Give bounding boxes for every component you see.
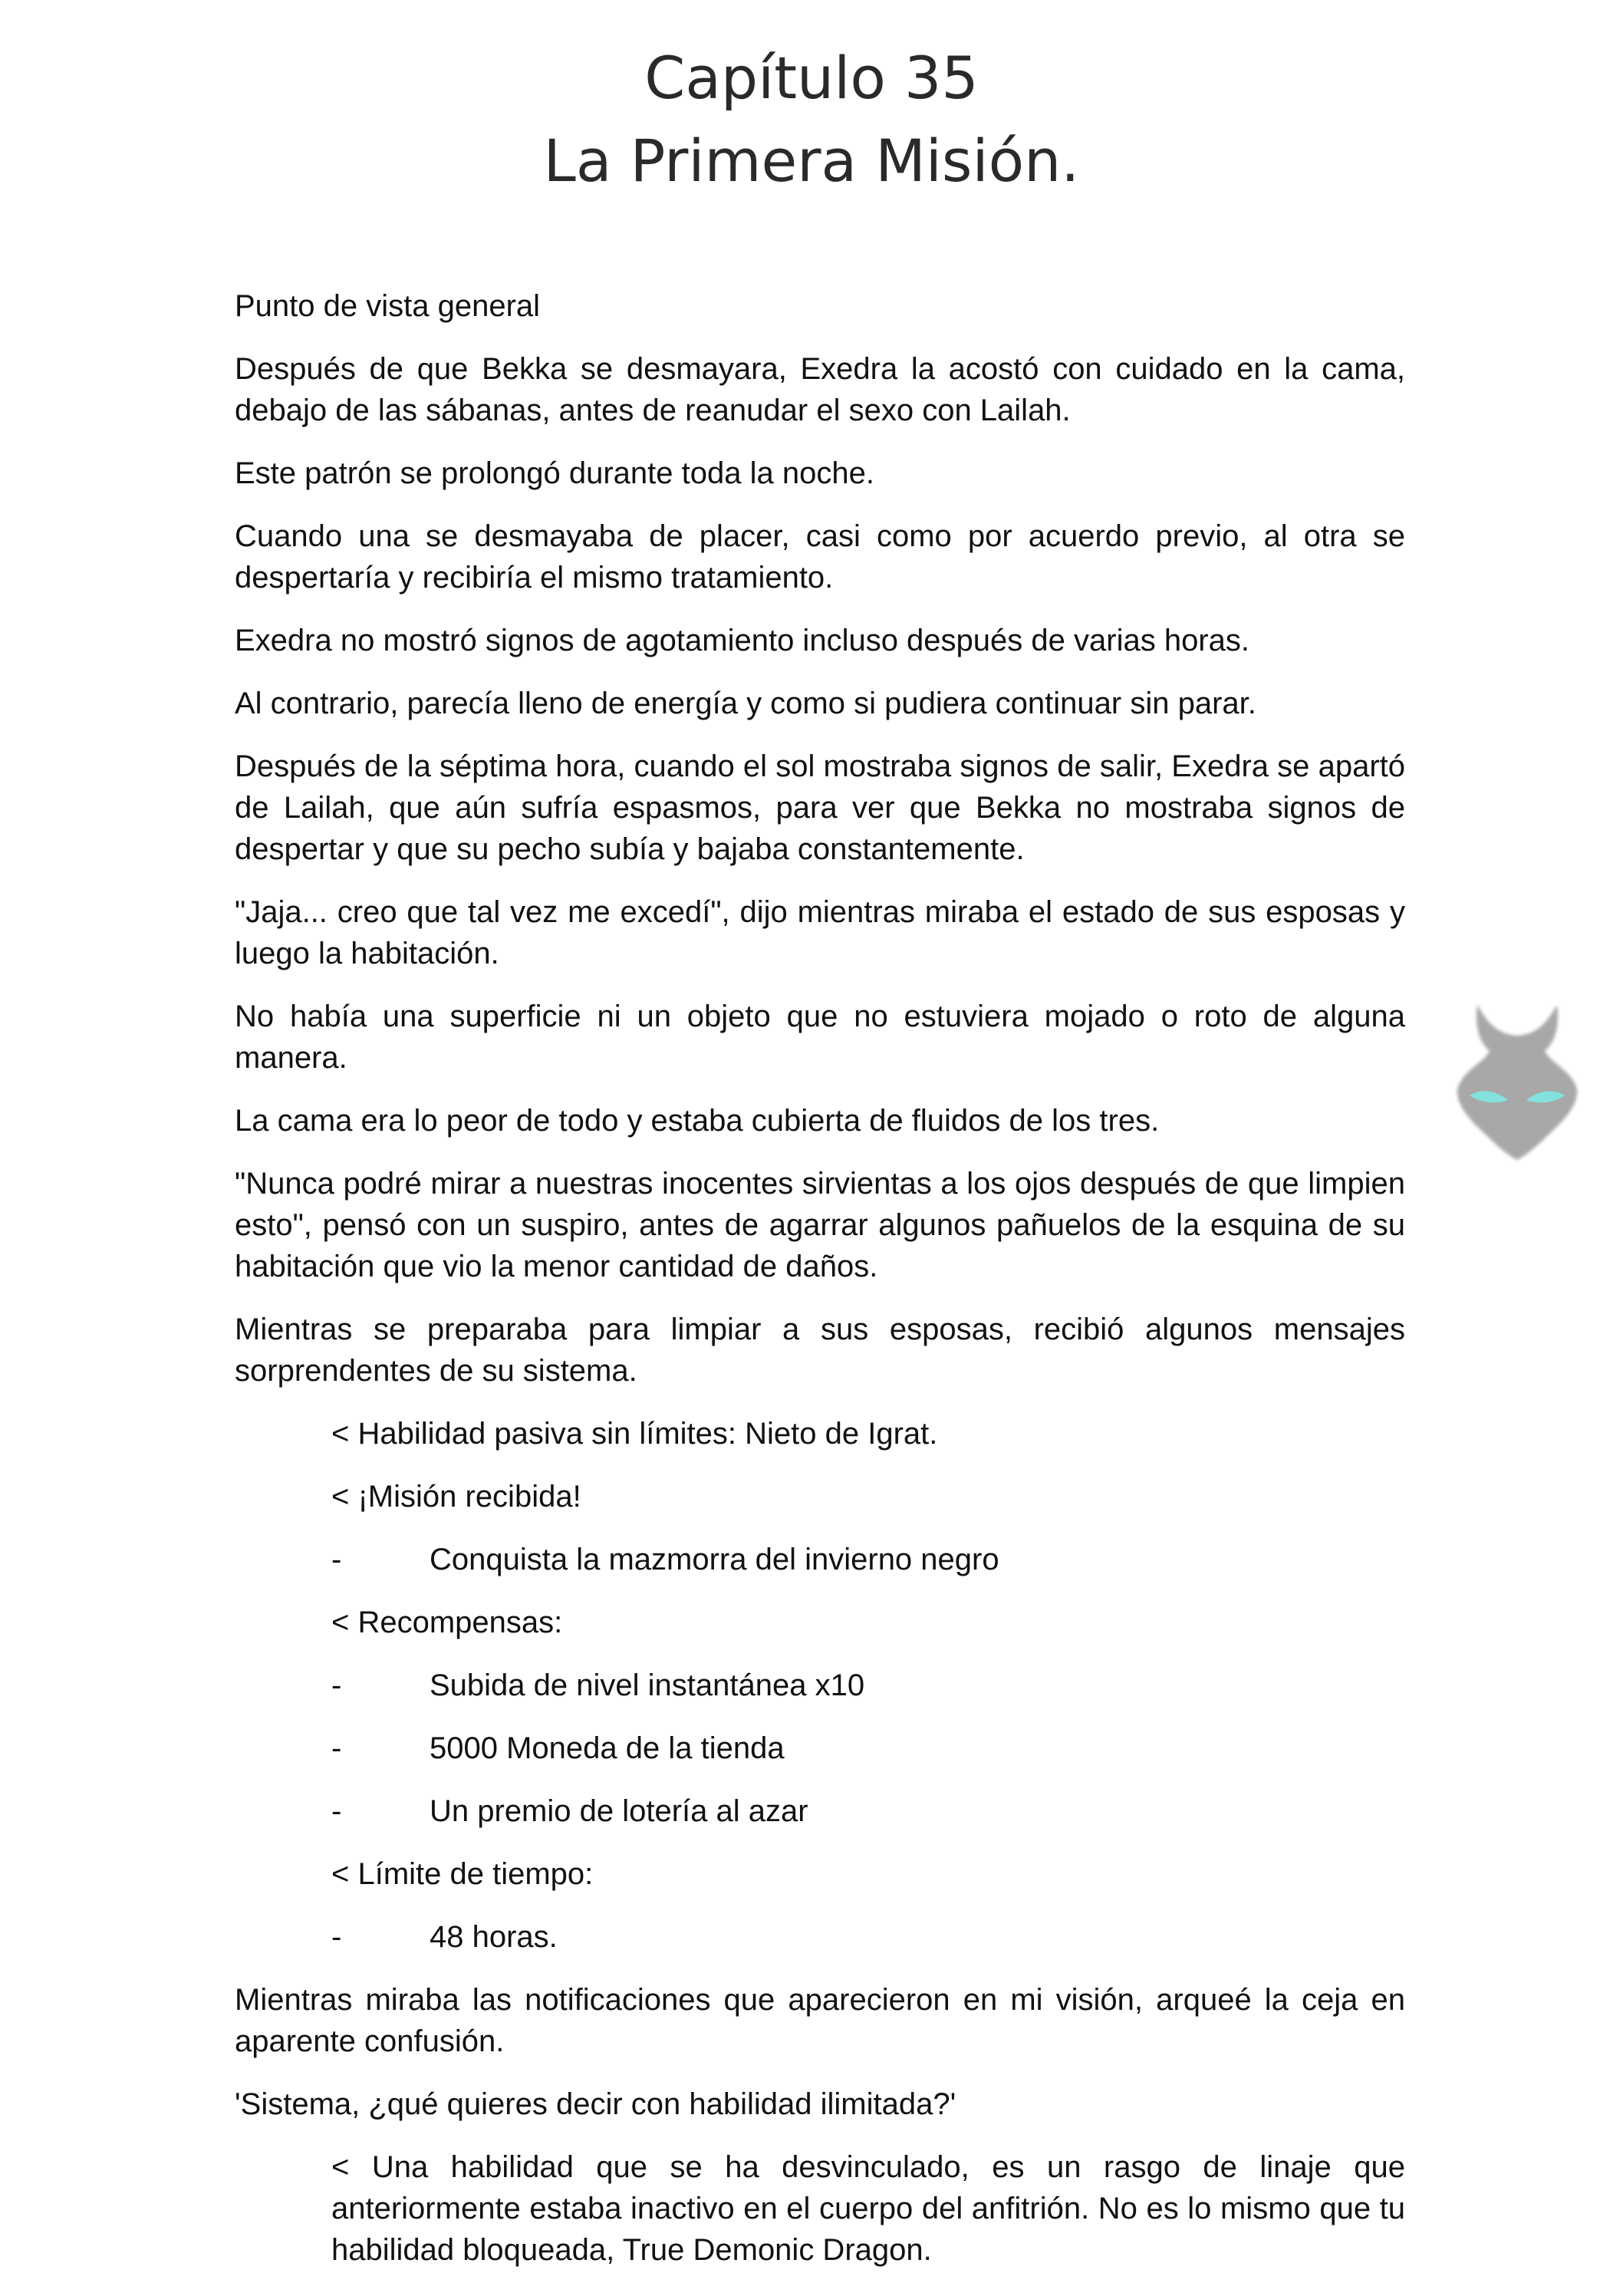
paragraph: Después de que Bekka se desmayara, Exedra la acostó con cuidado en la cama, debajo de las sábanas, antes de reanudar el sexo con Lailah.: [235, 352, 1405, 427]
paragraph: Este patrón se prolongó durante toda la noche.: [235, 456, 874, 490]
time-limit-value: 48 horas.: [430, 1920, 558, 1954]
paragraph: La cama era lo peor de todo y estaba cubierta de fluidos de los tres.: [235, 1104, 1160, 1138]
time-limit-item: [331, 1916, 1405, 1958]
chapter-number: Capítulo 35: [644, 44, 979, 112]
paragraph: Cuando una se desmayaba de placer, casi como por acuerdo previo, al otra se despertaría y recibiría el mismo tratamiento.: [235, 519, 1405, 595]
chapter-body: [235, 285, 1405, 2292]
mission-objective: Conquista la mazmorra del invierno negro: [430, 1543, 999, 1576]
paragraph: 'Sistema, ¿qué quieres decir con habilidad ilimitada?': [235, 2087, 956, 2121]
system-answer-message: < Una habilidad que se ha desvinculado, es un rasgo de linaje que anteriormente estaba inactivo en el cuerpo del anfitrión. No es lo mismo que tu habilidad bloqueada, True Demonic Dragon.: [331, 2150, 1405, 2267]
paragraph: Punto de vista general: [235, 289, 541, 323]
rewards-label: < Recompensas:: [331, 1606, 563, 1639]
paragraph: No había una superficie ni un objeto que no estuviera mojado o roto de alguna manera.: [235, 1000, 1405, 1075]
paragraph: "Jaja... creo que tal vez me excedí", dijo mientras miraba el estado de sus esposas y luego la habitación.: [235, 895, 1405, 970]
reward-list-item: [331, 1665, 1405, 1706]
paragraph: "Nunca podré mirar a nuestras inocentes sirvientas a los ojos después de que limpien esto", pensó con un suspiro, antes de agarrar algunos pañuelos de la esquina de su habitación que vio la menor cantidad de daños.: [235, 1167, 1405, 1283]
reward-text: Subida de nivel instantánea x10: [430, 1668, 865, 1702]
mission-list-item: [331, 1539, 1405, 1580]
paragraph: Al contrario, parecía lleno de energía y como si pudiera continuar sin parar.: [235, 687, 1256, 720]
time-limit-label: < Límite de tiempo:: [331, 1857, 594, 1891]
list-dash: -: [331, 1920, 342, 1954]
paragraph: Después de la séptima hora, cuando el sol mostraba signos de salir, Exedra se apartó de Lailah, que aún sufría espasmos, para ver que Bekka no mostraba signos de despertar y que su pecho subía y bajaba constantemente.: [235, 749, 1405, 866]
list-dash: -: [331, 1731, 342, 1765]
demon-head-icon: [1447, 997, 1588, 1163]
reward-text: 5000 Moneda de la tienda: [430, 1731, 785, 1765]
reward-list-item: [331, 1790, 1405, 1832]
system-skill-message: < Habilidad pasiva sin límites: Nieto de Igrat.: [331, 1417, 938, 1451]
chapter-heading: [0, 37, 1623, 203]
paragraph: Mientras se preparaba para limpiar a sus esposas, recibió algunos mensajes sorprendentes de su sistema.: [235, 1313, 1405, 1388]
paragraph: Exedra no mostró signos de agotamiento incluso después de varias horas.: [235, 624, 1249, 657]
chapter-title: La Primera Misión.: [543, 127, 1080, 195]
list-dash: -: [331, 1668, 342, 1702]
reward-text: Un premio de lotería al azar: [430, 1794, 808, 1828]
system-mission-message: < ¡Misión recibida!: [331, 1480, 581, 1514]
reward-list-item: [331, 1728, 1405, 1769]
list-dash: -: [331, 1543, 342, 1576]
list-dash: -: [331, 1794, 342, 1828]
paragraph: Mientras miraba las notificaciones que aparecieron en mi visión, arqueé la ceja en aparente confusión.: [235, 1983, 1405, 2058]
